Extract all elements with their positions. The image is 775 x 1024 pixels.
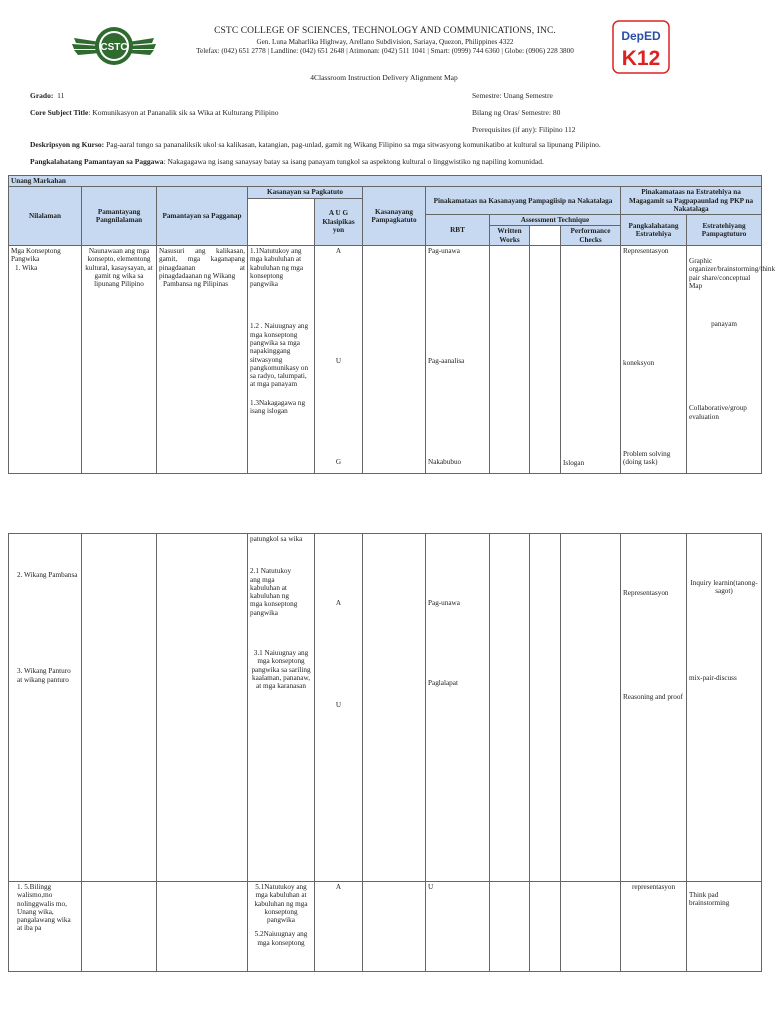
cell-pampagtuturo: Graphic organizer/brainstorming/think pair share/conceptual Map panayam Collaborative/group evaluation (687, 245, 762, 473)
cell-aug: A U (315, 534, 363, 882)
prerequisites: Prerequisites (if any): Filipino 112 (472, 125, 576, 134)
header-pinakamataas-kasanayan: Pinakamataas na Kasanayang Pampagiisip na Nakatalaga (426, 187, 621, 215)
section-unang-markahan: Unang Markahan (9, 176, 762, 187)
school-header (160, 26, 610, 55)
cell-performance: Islogan (561, 245, 621, 473)
cell-performance (561, 882, 621, 972)
cell-kasanayang-pampagkatuto (363, 245, 426, 473)
header-blank (530, 226, 561, 246)
header-pamantayan-pagganap: Pamantayan sa Pagganap (157, 187, 248, 246)
cell-pamantayang: Naunawaan ang mga konsepto, elementong kultural, kasaysayan, at gamit ng wika sa lipunang Pilipino (82, 245, 157, 473)
cell-estratehiya: Representasyon Reasoning and proof (621, 534, 687, 882)
cell-pampagtuturo: Inquiry learnin(tanong-sagot) mix-pair-discuss (687, 534, 762, 882)
cstc-logo-text: CSTC (100, 42, 128, 53)
header-written-works: Written Works (490, 226, 530, 246)
k12-text: K12 (621, 47, 661, 70)
cell-pamantayang (82, 534, 157, 882)
header-estratehiyang-pampagtuturo: Estratehiyang Pampagtuturo (687, 215, 762, 246)
cell-pampagtuturo: Think pad brainstorming (687, 882, 762, 972)
header-pamantayang-pangnilalaman: Pamantayang Pangnilalaman (82, 187, 157, 246)
cell-kasanayan: patungkol sa wika 2.1 Natutukoy ang mga kabuluhan at kabuluhan ng mga konseptong pangwika 3.1 Naiuugnay ang mga konseptong pangwika sa sariling kaalaman, pananaw, at mga karanasan (248, 534, 315, 882)
cell-kasanayan: 1.1Natutukoy ang mga kabuluhan at kabuluhan ng mga konseptong pangwika 1.2 . Naiuugnay ang mga konseptong pangwika sa mga napakinggang sitwasyong pangkomunikasy on sa radyo, talumpati, at mga panayam 1.3Nakagagawa ng isang islogan (248, 245, 315, 473)
cell-written (490, 882, 530, 972)
bilang-ng-oras: Bilang ng Oras/ Semestre: 80 (472, 108, 561, 117)
cell-kasanayang-pampagkatuto (363, 882, 426, 972)
cell-blank (530, 882, 561, 972)
alignment-table-1 (8, 175, 775, 474)
cell-pagganap (157, 534, 248, 882)
cell-performance (561, 534, 621, 882)
cell-kasanayan: 5.1Natutukoy ang mga kabuluhan at kabuluhan ng mga konseptong pangwika 5.2Naiuugnay ang mga konseptong (248, 882, 315, 972)
cell-estratehiya: Representasyon koneksyon Problem solving (doing task) (621, 245, 687, 473)
cell-kasanayang-pampagkatuto (363, 534, 426, 882)
header-pangkalahatang-estratehiya: Pangkalahatang Estratehiya (621, 215, 687, 246)
header-rbt: RBT (426, 215, 490, 246)
table-row (9, 882, 762, 972)
cell-rbt: Pag-unawa Paglalapat (426, 534, 490, 882)
semestre: Semestre: Unang Semestre (472, 91, 553, 100)
alignment-table-2 (8, 533, 762, 972)
cell-nilalaman: 1. 5.Bilingg walismo,mo nolinggwalis mo, Unang wika, pangalawang wika at iba pa (9, 882, 82, 972)
pangkalahatang-pamantayan: Pangkalahatang Pamantayan sa Paggawa: Nakagagawa ng isang sanaysay batay sa isang panayam tungkol sa aspektong kultural o linggwistiko ng napiling komunidad. (30, 157, 544, 166)
table-row (9, 245, 762, 473)
cell-rbt: Pag-unawa Pag-aanalisa Nakabubuo (426, 245, 490, 473)
header-aug: A U G Klasipikas yon (315, 198, 363, 245)
cell-aug: A U G (315, 245, 363, 473)
header-kasanayan-blank (248, 198, 315, 245)
school-address: Gen. Luna Maharlika Highway, Arellano Subdivision, Sariaya, Quezon, Philippines 4322 (256, 37, 514, 46)
core-subject: Core Subject Title: Komunikasyon at Pananalik sik sa Wika at Kulturang Pilipino (30, 108, 279, 117)
header-performance-checks: Performance Checks (561, 226, 621, 246)
school-contacts: Telefax: (042) 651 2778 | Landline: (042) 651 2648 | Atimonan: (042) 511 1041 | Smart: (0999) 744 6360 | Globe: (0906) 228 3800 (196, 47, 574, 56)
header-pinakamataas-estratehiya: Pinakamataas na Estratehiya na Magagamit sa Pagpapaunlad ng PKP na Nakatalaga (621, 187, 762, 215)
deped-k12-logo (612, 20, 670, 74)
table-row (9, 534, 762, 882)
school-name: CSTC COLLEGE OF SCIENCES, TECHNOLOGY AND COMMUNICATIONS, INC. (214, 26, 556, 36)
cell-written (490, 534, 530, 882)
cell-pamantayang (82, 882, 157, 972)
cell-blank (530, 534, 561, 882)
deped-text: DepED (621, 29, 661, 43)
grado: Grado: 11 (30, 91, 65, 100)
cell-estratehiya: representasyon (621, 882, 687, 972)
deskripsyon: Deskripsyon ng Kurso: Pag-aaral tungo sa pananaliksik ukol sa kalikasan, katangian, pag-unlad, gamit ng Wikang Filipino sa mga sitwasyong komunikatibo at kultural sa lipunang Pilipino. (30, 140, 601, 149)
header-kasanayan-pagkatuto: Kasanayan sa Pagkatuto (248, 187, 363, 198)
document-title: 4Classroom Instruction Delivery Alignment Map (310, 73, 458, 82)
cstc-logo (70, 22, 158, 70)
cell-written (490, 245, 530, 473)
cell-rbt: U (426, 882, 490, 972)
cell-pagganap: Nasusuri ang kalikasan, gamit, mga kaganapang pinagdaanan at pinagdadaanan ng Wikang Pambansa ng Pilipinas (157, 245, 248, 473)
cell-nilalaman: 2. Wikang Pambansa 3. Wikang Panturo at wikang panturo (9, 534, 82, 882)
cell-pagganap (157, 882, 248, 972)
cell-aug: A (315, 882, 363, 972)
header-nilalaman: Nilalaman (9, 187, 82, 246)
header-assessment: Assessment Technique (490, 215, 621, 226)
cell-nilalaman: Mga Konseptong Pangwika 1. Wika (9, 245, 82, 473)
header-kasanayang-pampagkatuto: Kasanayang Pampagkatuto (363, 187, 426, 246)
cell-blank (530, 245, 561, 473)
